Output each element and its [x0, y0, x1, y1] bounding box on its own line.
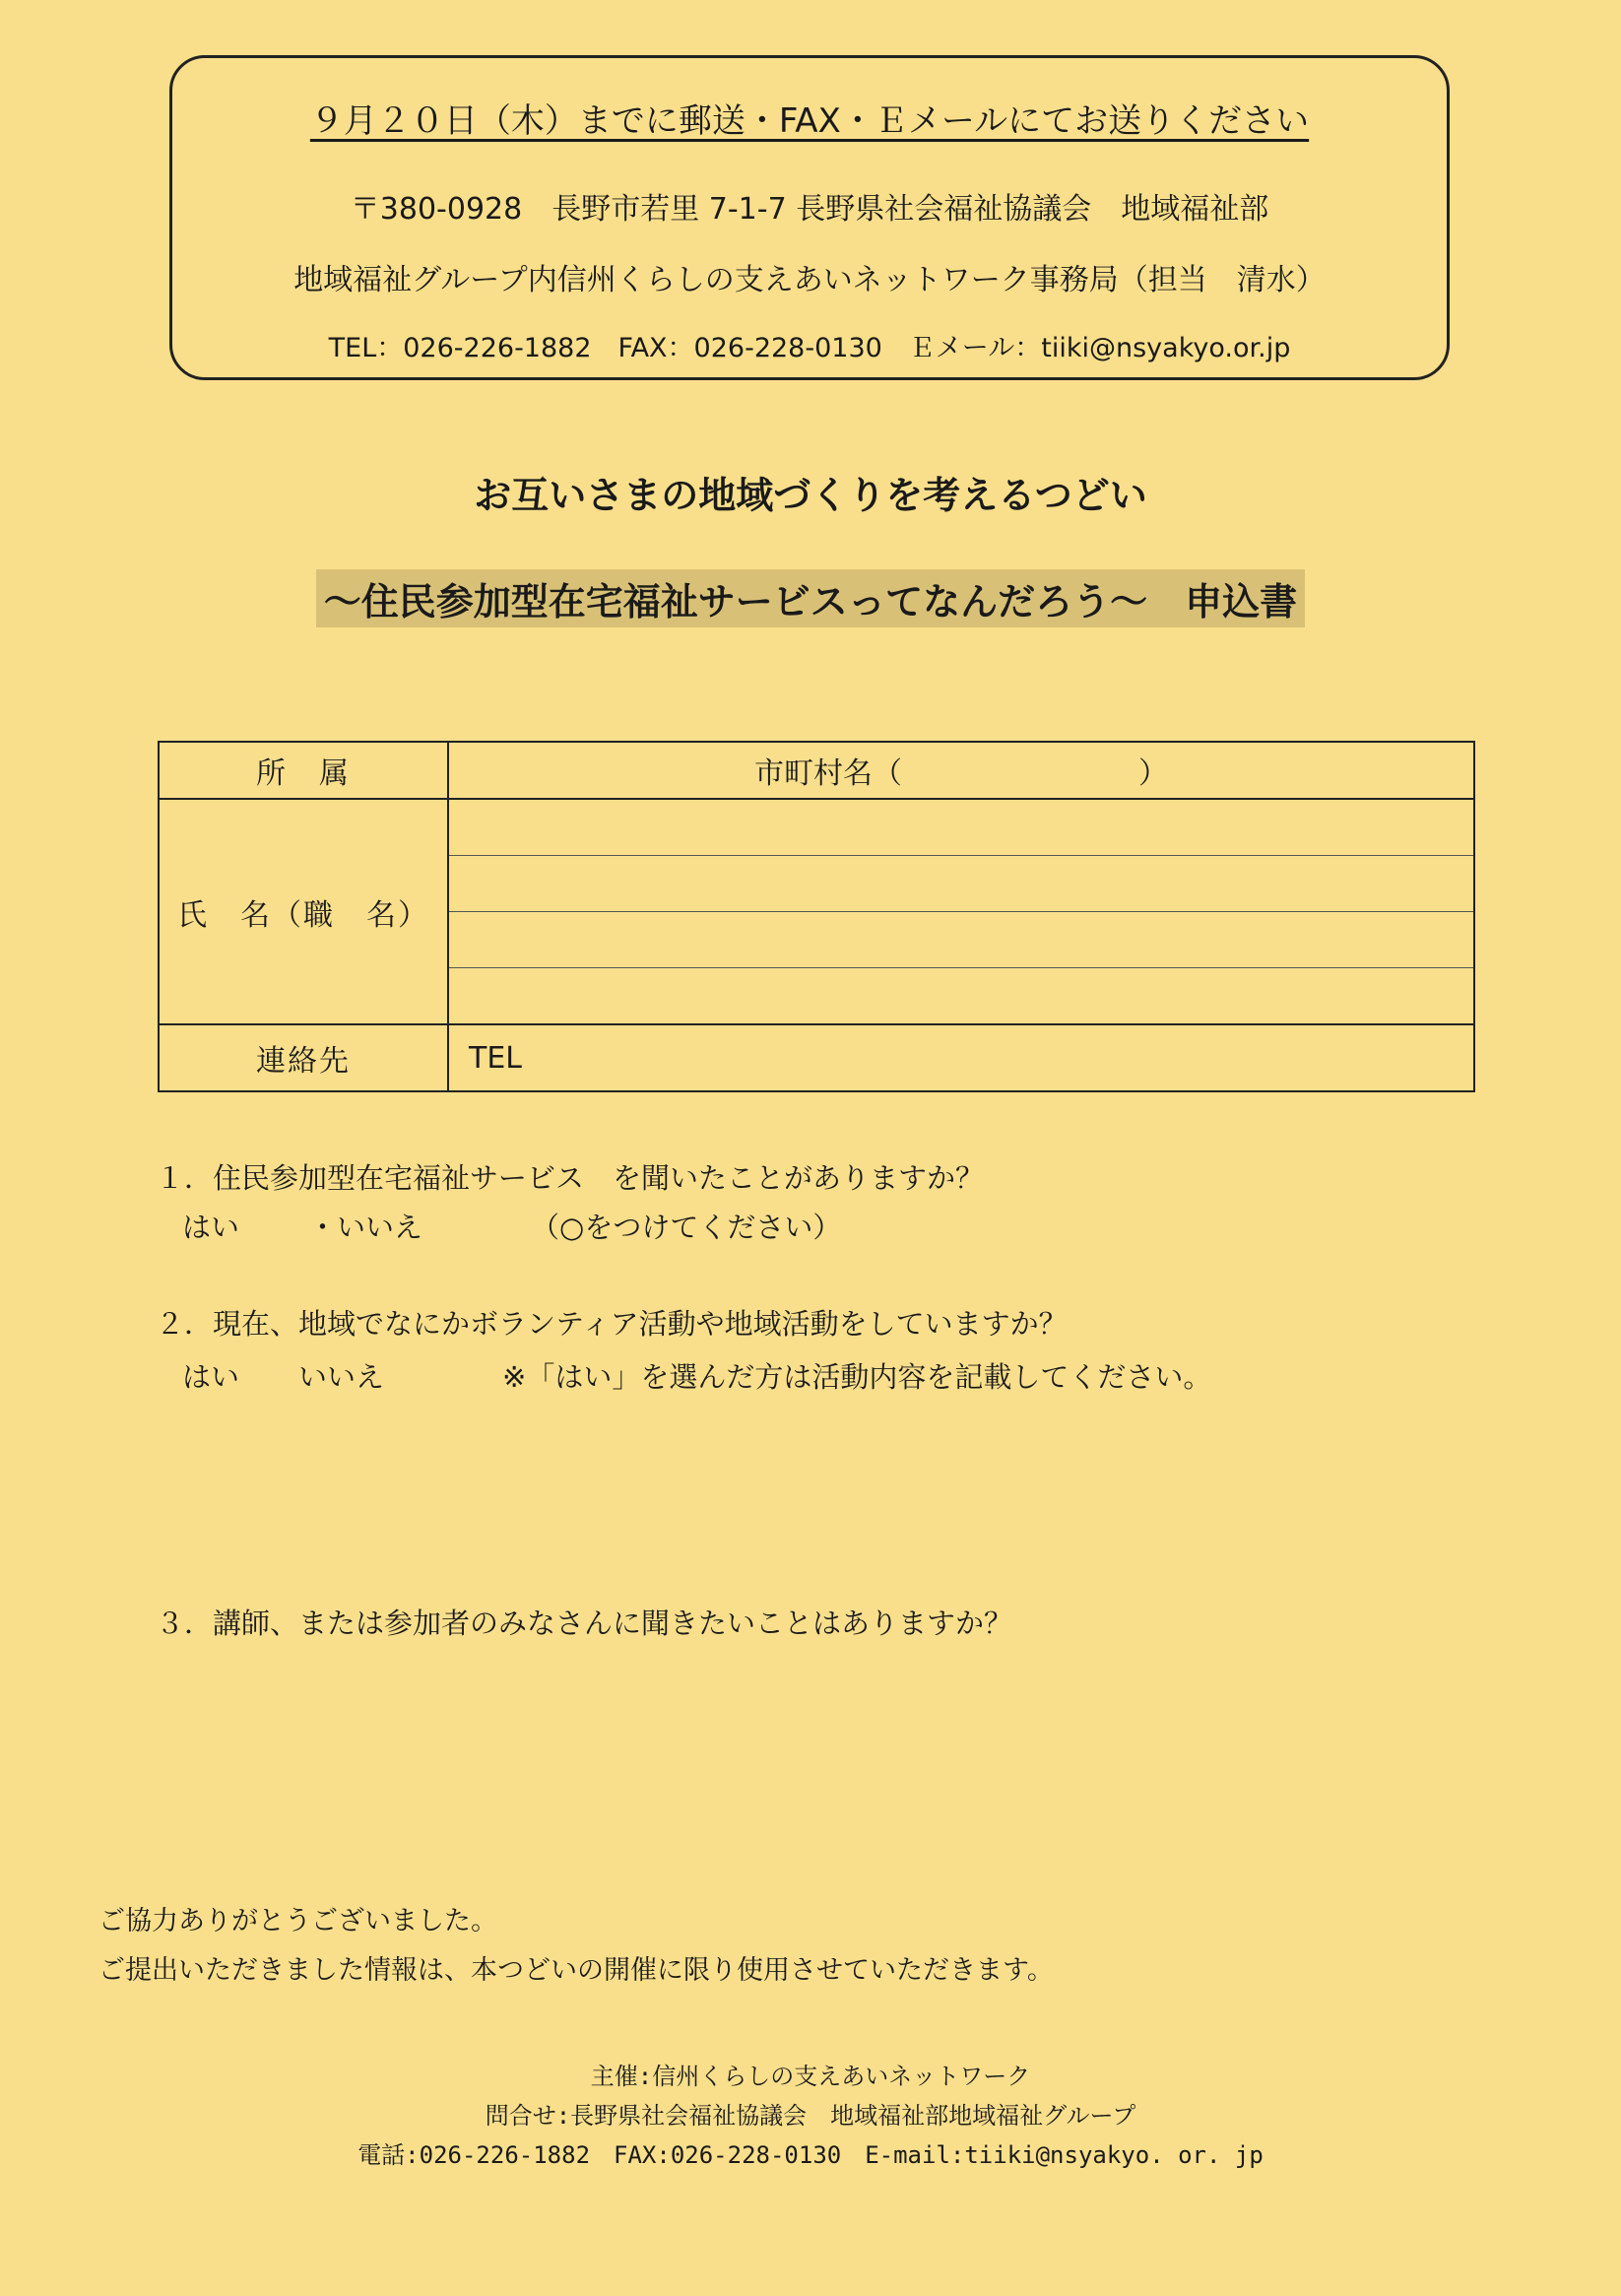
privacy-note: ご提出いただきました情報は、本つどいの開催に限り使用させていただきます。 [98, 1955, 1054, 1986]
deadline-notice-box [169, 55, 1450, 380]
name-field-3[interactable] [448, 912, 1474, 968]
office-contact: TEL：026-226-1882 FAX：026-228-0130 Ｅメール：tiiki@nsyakyo.or.jp [328, 333, 1291, 363]
office-name: 地域福祉グループ内信州くらしの支えあいネットワーク事務局（担当 清水） [293, 263, 1326, 297]
tel-field[interactable]: TEL [448, 1024, 1474, 1091]
name-field-2[interactable] [448, 856, 1474, 912]
name-field-1[interactable] [448, 799, 1474, 856]
question-3: ３．講師、または参加者のみなさんに聞きたいことはありますか？ [156, 1607, 1013, 1640]
question-1-answers [182, 1206, 841, 1246]
q1-instruction: （○をつけてください） [531, 1211, 842, 1244]
question-2: ２．現在、地域でなにかボランティア活動や地域活動をしていますか？ [156, 1307, 1068, 1341]
name-row [159, 799, 1474, 856]
question-2-answers [182, 1355, 1211, 1396]
q2-yes-option[interactable]: はい [182, 1360, 240, 1394]
event-title: お互いさまの地域づくりを考えるつどい [474, 474, 1147, 517]
footer-inquiry: 問合せ:長野県社会福祉協議会 地域福祉部地域福祉グループ [485, 2102, 1136, 2130]
footer-sponsor: 主催:信州くらしの支えあいネットワーク [590, 2063, 1031, 2090]
q2-no-option[interactable]: いいえ [298, 1360, 385, 1394]
contact-row [159, 1024, 1474, 1091]
mailing-address: 〒380-0928 長野市若里 7-1-7 長野県社会福祉協議会 地域福祉部 [350, 192, 1269, 227]
footer-contact: 電話:026-226-1882 FAX:026-228-0130 E-mail:tiiki@nsyakyo. or. jp [357, 2141, 1264, 2169]
q1-yes-option[interactable]: はい [182, 1211, 240, 1244]
affiliation-field[interactable]: 市町村名（ ） [448, 742, 1474, 799]
contact-label: 連絡先 [159, 1024, 448, 1091]
q2-instruction: ※「はい」を選んだ方は活動内容を記載してください。 [502, 1360, 1212, 1394]
question-1: １．住民参加型在宅福祉サービス を聞いたことがありますか？ [156, 1161, 985, 1195]
name-field-4[interactable] [448, 968, 1474, 1025]
q1-no-option[interactable]: ・いいえ [308, 1211, 423, 1244]
application-form-table [158, 741, 1475, 1092]
thanks-message: ご協力ありがとうございました。 [98, 1906, 497, 1936]
form-title: ～住民参加型在宅福祉サービスってなんだろう～ 申込書 [316, 569, 1305, 627]
name-label: 氏 名（職 名） [159, 799, 448, 1024]
form-title-wrap [0, 569, 1621, 627]
affiliation-row [159, 742, 1474, 799]
deadline-heading: ９月２０日（木）までに郵送・FAX・Ｅメールにてお送りください [309, 101, 1310, 141]
affiliation-label: 所 属 [159, 742, 448, 799]
